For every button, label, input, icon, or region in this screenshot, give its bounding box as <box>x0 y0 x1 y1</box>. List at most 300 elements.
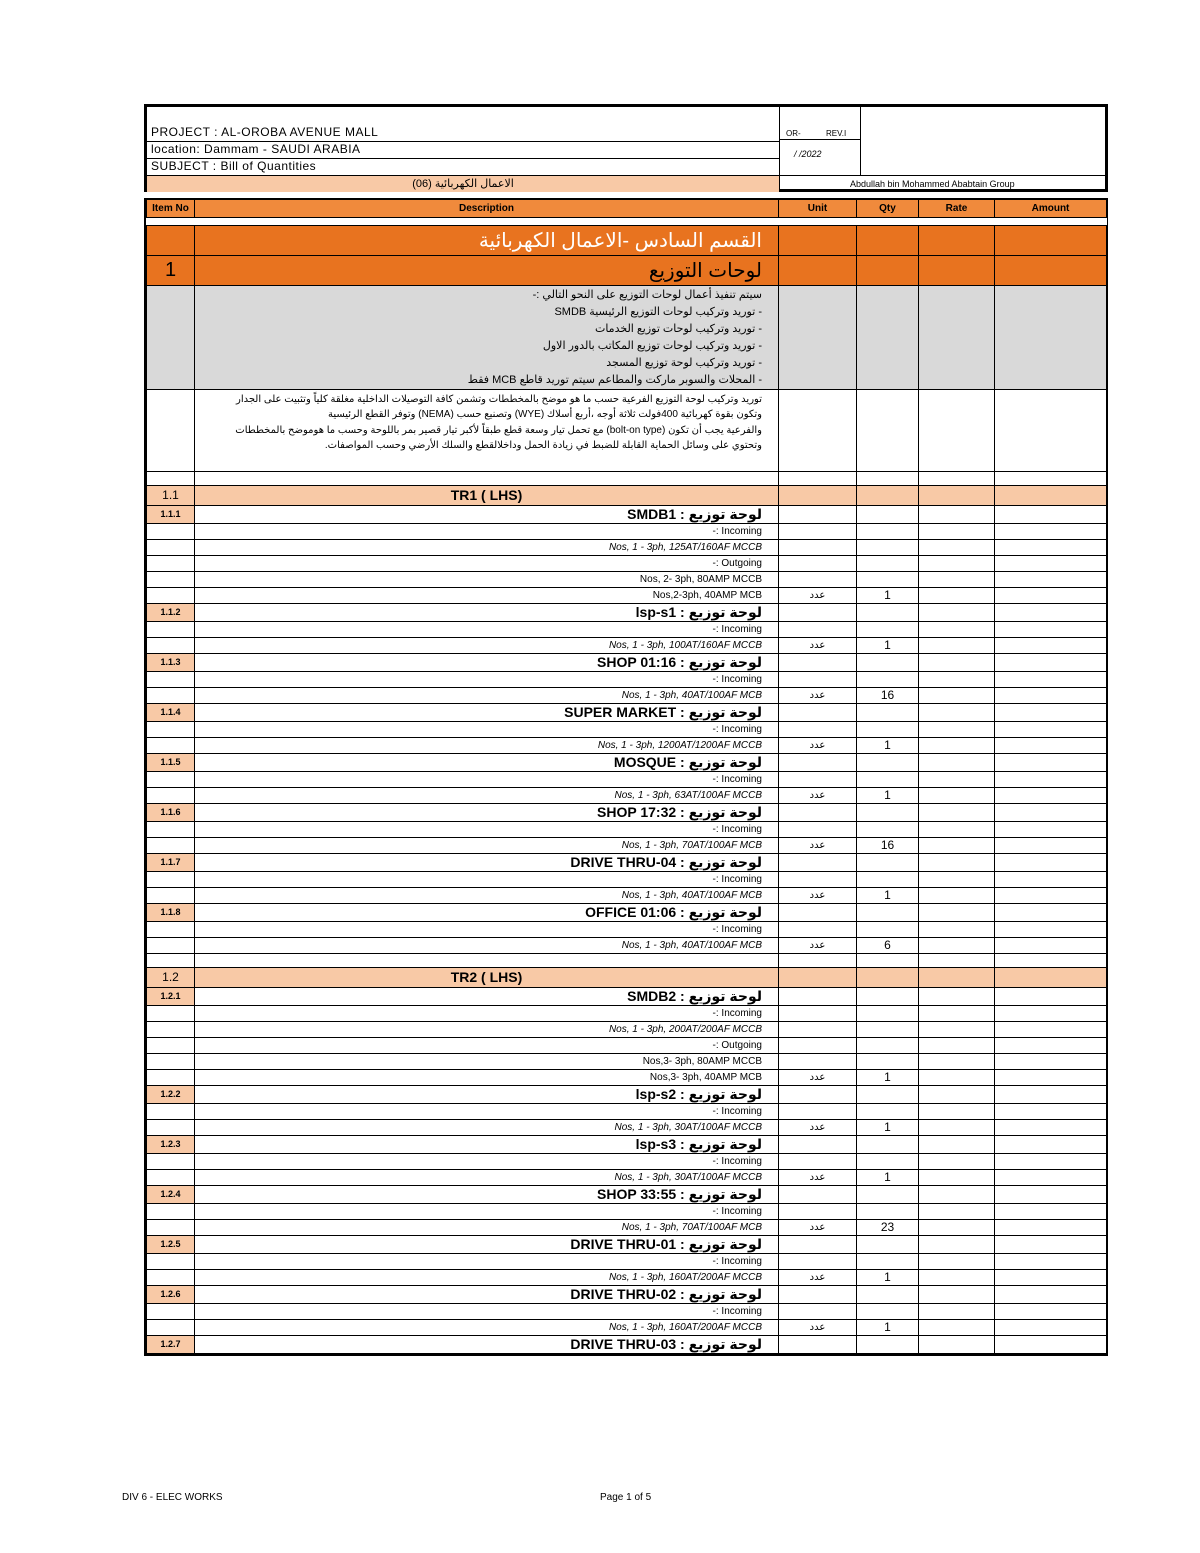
table-header-row <box>147 199 1107 217</box>
empty-cell <box>147 1203 195 1219</box>
note-line: - المحلات والسوبر ماركت والمطاعم سيتم توريد قاطع MCB فقط <box>467 373 762 386</box>
line-description: -: Outgoing <box>195 555 779 571</box>
empty-cell <box>147 1153 195 1169</box>
line-description: -: Incoming <box>195 821 779 837</box>
empty-cell <box>919 953 995 967</box>
panel-title: لوحة توزيع : SMDB2 <box>195 987 779 1005</box>
empty-cell <box>857 771 919 787</box>
empty-cell <box>919 1285 995 1303</box>
empty-cell <box>779 953 857 967</box>
line-description: -: Incoming <box>195 621 779 637</box>
line-quantity: 1 <box>857 887 919 903</box>
empty-cell <box>779 555 857 571</box>
empty-cell <box>147 1253 195 1269</box>
panel-title: لوحة توزيع : OFFICE 01:06 <box>195 903 779 921</box>
empty-cell <box>919 853 995 871</box>
empty-cell <box>857 671 919 687</box>
line-quantity: 1 <box>857 1169 919 1185</box>
empty-cell <box>857 903 919 921</box>
empty-cell <box>857 653 919 671</box>
line-rate <box>919 921 995 937</box>
empty-cell <box>857 621 919 637</box>
project-name: PROJECT : AL-OROBA AVENUE MALL <box>151 125 379 139</box>
table-row <box>147 671 1107 687</box>
line-quantity: 1 <box>857 787 919 803</box>
line-rate <box>919 937 995 953</box>
table-row <box>147 555 1107 571</box>
line-quantity: 1 <box>857 1319 919 1335</box>
line-quantity: 6 <box>857 937 919 953</box>
line-amount <box>995 571 1107 587</box>
line-rate <box>919 1253 995 1269</box>
line-description: Nos, 1 - 3ph, 70AT/100AF MCB <box>195 1219 779 1235</box>
empty-cell <box>857 1103 919 1119</box>
empty-cell <box>147 1219 195 1235</box>
note-line: - توريد وتركيب لوحات توزيع المكاتب بالدور الاول <box>542 339 762 352</box>
section-title: لوحات التوزيع <box>195 255 779 285</box>
blank-row <box>147 953 1107 967</box>
panel-row <box>147 753 1107 771</box>
line-amount <box>995 687 1107 703</box>
line-amount <box>995 821 1107 837</box>
line-description: -: Incoming <box>195 671 779 687</box>
table-row <box>147 571 1107 587</box>
footer-division: DIV 6 - ELEC WORKS <box>122 1492 223 1503</box>
panel-row <box>147 505 1107 523</box>
line-amount <box>995 921 1107 937</box>
panel-title: لوحة توزيع : DRIVE THRU-02 <box>195 1285 779 1303</box>
table-row <box>147 1119 1107 1135</box>
panel-title: لوحة توزيع : SUPER MARKET <box>195 703 779 721</box>
line-description: Nos, 1 - 3ph, 160AT/200AF MCCB <box>195 1269 779 1285</box>
panel-item-number: 1.1.7 <box>147 853 195 871</box>
line-amount <box>995 621 1107 637</box>
empty-cell <box>147 837 195 853</box>
panel-row <box>147 1135 1107 1153</box>
line-description: -: Incoming <box>195 1103 779 1119</box>
empty-cell <box>779 1335 857 1353</box>
spec-line: والفرعية يجب أن تكون (bolt-on type) مع تحمل تيار وسعة قطع طبقاً لأكبر تيار قصير بمر باللوحة وحسب ما هوموضح بالمخططات <box>235 424 762 436</box>
client-name: Abdullah bin Mohammed Ababtain Group <box>780 175 1105 191</box>
line-quantity: 23 <box>857 1219 919 1235</box>
empty-cell <box>147 1269 195 1285</box>
line-description: Nos, 1 - 3ph, 40AT/100AF MCB <box>195 887 779 903</box>
panel-item-number: 1.1.2 <box>147 603 195 621</box>
empty-cell <box>857 703 919 721</box>
spec-line: توريد وتركيب لوحة التوزيع الفرعية حسب ما هو موضح بالمخططات وتشمن كافة التوصيلات الداخلية مغلقة كلياً وتثبيت على الجدار <box>236 393 762 405</box>
empty-cell <box>995 1285 1107 1303</box>
col-description: Description <box>195 199 779 217</box>
empty-cell <box>779 671 857 687</box>
boq-table <box>146 198 1107 1354</box>
line-unit: عدد <box>779 1269 857 1285</box>
panel-row <box>147 703 1107 721</box>
empty-cell <box>779 1053 857 1069</box>
panel-item-number: 1.1.1 <box>147 505 195 523</box>
line-rate <box>919 1203 995 1219</box>
empty-cell <box>779 1005 857 1021</box>
empty-cell <box>995 903 1107 921</box>
panel-row <box>147 1185 1107 1203</box>
empty-cell <box>147 1069 195 1085</box>
line-unit: عدد <box>779 1319 857 1335</box>
blank-row <box>147 471 1107 485</box>
note-line: - توريد وتركيب لوحات التوزيع الرئيسية SMDB <box>554 305 762 318</box>
empty-cell <box>147 937 195 953</box>
document-date: / /2022 <box>794 149 822 159</box>
table-row <box>147 887 1107 903</box>
line-rate <box>919 1269 995 1285</box>
panel-title: لوحة توزيع : DRIVE THRU-01 <box>195 1235 779 1253</box>
line-amount <box>995 871 1107 887</box>
empty-cell <box>857 1235 919 1253</box>
empty-cell <box>857 921 919 937</box>
line-amount <box>995 1037 1107 1053</box>
empty-cell <box>779 871 857 887</box>
line-rate <box>919 539 995 555</box>
project-location: location: Dammam - SAUDI ARABIA <box>151 142 361 156</box>
line-rate <box>919 737 995 753</box>
empty-cell <box>147 1037 195 1053</box>
empty-cell <box>779 1085 857 1103</box>
panel-title: لوحة توزيع : DRIVE THRU-04 <box>195 853 779 871</box>
line-description: -: Incoming <box>195 1153 779 1169</box>
panel-title: لوحة توزيع : lsp-s1 <box>195 603 779 621</box>
table-row <box>147 1103 1107 1119</box>
empty-cell <box>147 539 195 555</box>
empty-cell <box>779 903 857 921</box>
empty-cell <box>919 485 995 505</box>
empty-cell <box>857 1285 919 1303</box>
table-row <box>147 1219 1107 1235</box>
empty-cell <box>857 853 919 871</box>
empty-cell <box>779 1153 857 1169</box>
empty-cell <box>995 953 1107 967</box>
empty-cell <box>779 471 857 485</box>
empty-cell <box>919 1235 995 1253</box>
panel-row <box>147 1285 1107 1303</box>
line-rate <box>919 587 995 603</box>
line-description: -: Incoming <box>195 1253 779 1269</box>
reference-label: OR- <box>786 129 801 138</box>
empty-cell <box>779 571 857 587</box>
col-item-no: Item No <box>147 199 195 217</box>
line-quantity: 16 <box>857 687 919 703</box>
line-description: Nos, 1 - 3ph, 100AT/160AF MCCB <box>195 637 779 653</box>
line-description: -: Outgoing <box>195 1037 779 1053</box>
empty-cell <box>147 555 195 571</box>
empty-cell <box>857 603 919 621</box>
table-row <box>147 721 1107 737</box>
empty-cell <box>779 1135 857 1153</box>
empty-cell <box>857 1303 919 1319</box>
empty-cell <box>857 1253 919 1269</box>
empty-cell <box>779 1285 857 1303</box>
empty-cell <box>147 687 195 703</box>
empty-cell <box>779 653 857 671</box>
line-description: Nos, 1 - 3ph, 1200AT/1200AF MCCB <box>195 737 779 753</box>
line-description: Nos, 1 - 3ph, 30AT/100AF MCCB <box>195 1119 779 1135</box>
table-row <box>147 1303 1107 1319</box>
empty-cell <box>995 853 1107 871</box>
col-unit: Unit <box>779 199 857 217</box>
line-description: -: Incoming <box>195 523 779 539</box>
line-rate <box>919 871 995 887</box>
line-description: Nos, 1 - 3ph, 160AT/200AF MCCB <box>195 1319 779 1335</box>
table-row <box>147 587 1107 603</box>
empty-cell <box>919 471 995 485</box>
empty-cell <box>779 921 857 937</box>
line-amount <box>995 1069 1107 1085</box>
line-amount <box>995 1103 1107 1119</box>
line-unit: عدد <box>779 1119 857 1135</box>
document-subject: SUBJECT : Bill of Quantities <box>151 159 317 173</box>
empty-cell <box>779 603 857 621</box>
line-unit: عدد <box>779 637 857 653</box>
empty-cell <box>147 1005 195 1021</box>
footer-page-number: Page 1 of 5 <box>600 1492 652 1503</box>
line-description: Nos, 1 - 3ph, 63AT/100AF MCCB <box>195 787 779 803</box>
table-row <box>147 637 1107 653</box>
table-row <box>147 1253 1107 1269</box>
group-number: 1.2 <box>147 967 195 987</box>
empty-cell <box>779 771 857 787</box>
line-rate <box>919 523 995 539</box>
panel-item-number: 1.1.4 <box>147 703 195 721</box>
section-title-row <box>147 255 1107 285</box>
line-description: Nos, 1 - 3ph, 70AT/100AF MCB <box>195 837 779 853</box>
line-amount <box>995 1169 1107 1185</box>
empty-cell <box>779 853 857 871</box>
line-unit: عدد <box>779 837 857 853</box>
line-description: Nos, 1 - 3ph, 200AT/200AF MCCB <box>195 1021 779 1037</box>
empty-cell <box>995 471 1107 485</box>
table-row <box>147 1269 1107 1285</box>
empty-cell <box>857 555 919 571</box>
empty-cell <box>857 471 919 485</box>
line-amount <box>995 887 1107 903</box>
line-amount <box>995 539 1107 555</box>
empty-cell <box>779 1037 857 1053</box>
panel-row <box>147 1085 1107 1103</box>
line-rate <box>919 1169 995 1185</box>
empty-cell <box>919 703 995 721</box>
table-row <box>147 523 1107 539</box>
line-description: Nos, 1 - 3ph, 40AT/100AF MCB <box>195 937 779 953</box>
line-description: Nos,3- 3ph, 40AMP MCB <box>195 1069 779 1085</box>
panel-item-number: 1.2.2 <box>147 1085 195 1103</box>
panel-title: لوحة توزيع : MOSQUE <box>195 753 779 771</box>
line-amount <box>995 937 1107 953</box>
line-unit: عدد <box>779 887 857 903</box>
note-line: - توريد وتركيب لوحة توزيع المسجد <box>606 356 762 369</box>
empty-cell <box>857 953 919 967</box>
panel-title: لوحة توزيع : lsp-s3 <box>195 1135 779 1153</box>
empty-cell <box>857 523 919 539</box>
division-title: القسم السادس -الاعمال الكهربائية <box>195 225 779 255</box>
empty-cell <box>857 1135 919 1153</box>
line-rate <box>919 1021 995 1037</box>
line-description: Nos, 2- 3ph, 80AMP MCCB <box>195 571 779 587</box>
empty-cell <box>919 1335 995 1353</box>
line-rate <box>919 687 995 703</box>
spec-line: وتحتوي على وسائل الحماية القابلة للضبط في زيادة الحمل وداخلالقطع والسلك الأرضي وحسب المواصفات. <box>324 440 762 451</box>
empty-cell <box>857 753 919 771</box>
table-row <box>147 1169 1107 1185</box>
empty-cell <box>779 703 857 721</box>
line-rate <box>919 837 995 853</box>
empty-cell <box>919 1185 995 1203</box>
empty-cell <box>147 523 195 539</box>
empty-cell <box>147 1119 195 1135</box>
empty-cell <box>995 803 1107 821</box>
empty-cell <box>779 721 857 737</box>
line-rate <box>919 555 995 571</box>
line-unit: عدد <box>779 737 857 753</box>
line-rate <box>919 1037 995 1053</box>
empty-cell <box>919 753 995 771</box>
table-row <box>147 1319 1107 1335</box>
line-quantity: 1 <box>857 1119 919 1135</box>
table-row <box>147 539 1107 555</box>
table-row <box>147 687 1107 703</box>
line-amount <box>995 1119 1107 1135</box>
empty-cell <box>995 1235 1107 1253</box>
panel-title: لوحة توزيع : DRIVE THRU-03 <box>195 1335 779 1353</box>
col-rate: Rate <box>919 199 995 217</box>
empty-cell <box>147 787 195 803</box>
line-description: Nos, 1 - 3ph, 125AT/160AF MCCB <box>195 539 779 555</box>
empty-cell <box>995 1185 1107 1203</box>
empty-cell <box>147 721 195 737</box>
line-quantity: 1 <box>857 737 919 753</box>
panel-item-number: 1.2.1 <box>147 987 195 1005</box>
revision-label: REV.I <box>826 129 847 138</box>
empty-cell <box>147 887 195 903</box>
empty-cell <box>147 921 195 937</box>
empty-cell <box>779 485 857 505</box>
empty-cell <box>857 721 919 737</box>
panel-row <box>147 803 1107 821</box>
empty-cell <box>995 1085 1107 1103</box>
table-row <box>147 937 1107 953</box>
line-rate <box>919 1103 995 1119</box>
empty-cell <box>779 1303 857 1319</box>
col-amount: Amount <box>995 199 1107 217</box>
empty-cell <box>995 485 1107 505</box>
empty-cell <box>995 987 1107 1005</box>
table-row <box>147 821 1107 837</box>
panel-row <box>147 603 1107 621</box>
empty-cell <box>779 1235 857 1253</box>
line-unit: عدد <box>779 687 857 703</box>
line-unit: عدد <box>779 587 857 603</box>
line-unit: عدد <box>779 1169 857 1185</box>
line-amount <box>995 1005 1107 1021</box>
empty-cell <box>147 1103 195 1119</box>
note-line: - توريد وتركيب لوحات توزيع الخدمات <box>594 322 762 335</box>
line-amount <box>995 587 1107 603</box>
empty-cell <box>147 1319 195 1335</box>
line-rate <box>919 1219 995 1235</box>
panel-item-number: 1.1.8 <box>147 903 195 921</box>
line-description: -: Incoming <box>195 921 779 937</box>
empty-cell <box>779 1203 857 1219</box>
empty-cell <box>147 737 195 753</box>
reference-block <box>780 107 861 175</box>
group-number: 1.1 <box>147 485 195 505</box>
panel-row <box>147 1235 1107 1253</box>
line-amount <box>995 1253 1107 1269</box>
empty-cell <box>995 505 1107 523</box>
empty-cell <box>995 1335 1107 1353</box>
empty-cell <box>857 1005 919 1021</box>
section-number: 1 <box>147 255 195 285</box>
empty-cell <box>195 471 779 485</box>
line-rate <box>919 771 995 787</box>
line-rate <box>919 887 995 903</box>
line-rate <box>919 1005 995 1021</box>
empty-cell <box>857 1053 919 1069</box>
line-description: Nos, 1 - 3ph, 30AT/100AF MCCB <box>195 1169 779 1185</box>
boq-header <box>144 104 1108 192</box>
empty-cell <box>857 1335 919 1353</box>
empty-cell <box>195 953 779 967</box>
line-description: -: Incoming <box>195 1005 779 1021</box>
empty-cell <box>147 471 195 485</box>
line-rate <box>919 1069 995 1085</box>
line-amount <box>995 1219 1107 1235</box>
panel-row <box>147 653 1107 671</box>
line-rate <box>919 621 995 637</box>
line-amount <box>995 1319 1107 1335</box>
table-row <box>147 1069 1107 1085</box>
empty-cell <box>919 967 995 987</box>
panel-title: لوحة توزيع : SHOP 01:16 <box>195 653 779 671</box>
line-description: -: Incoming <box>195 721 779 737</box>
empty-cell <box>857 1021 919 1037</box>
empty-cell <box>919 603 995 621</box>
line-unit: عدد <box>779 787 857 803</box>
line-amount <box>995 1021 1107 1037</box>
empty-cell <box>779 505 857 523</box>
line-amount <box>995 1153 1107 1169</box>
empty-cell <box>857 505 919 523</box>
line-rate <box>919 721 995 737</box>
line-rate <box>919 637 995 653</box>
empty-cell <box>995 653 1107 671</box>
line-description: -: Incoming <box>195 1303 779 1319</box>
empty-cell <box>779 621 857 637</box>
line-description: Nos,2-3ph, 40AMP MCB <box>195 587 779 603</box>
panel-row <box>147 903 1107 921</box>
line-rate <box>919 1053 995 1069</box>
panel-item-number: 1.2.7 <box>147 1335 195 1353</box>
panel-item-number: 1.2.4 <box>147 1185 195 1203</box>
panel-title: لوحة توزيع : SMDB1 <box>195 505 779 523</box>
empty-cell <box>147 821 195 837</box>
line-rate <box>919 821 995 837</box>
scope-notes-row <box>147 285 1107 389</box>
specification-text <box>195 389 779 471</box>
empty-cell <box>995 703 1107 721</box>
line-amount <box>995 1269 1107 1285</box>
empty-cell <box>779 1103 857 1119</box>
panel-title: لوحة توزيع : SHOP 33:55 <box>195 1185 779 1203</box>
table-row <box>147 1005 1107 1021</box>
empty-cell <box>919 1085 995 1103</box>
group-title: TR2 ( LHS) <box>195 967 779 987</box>
